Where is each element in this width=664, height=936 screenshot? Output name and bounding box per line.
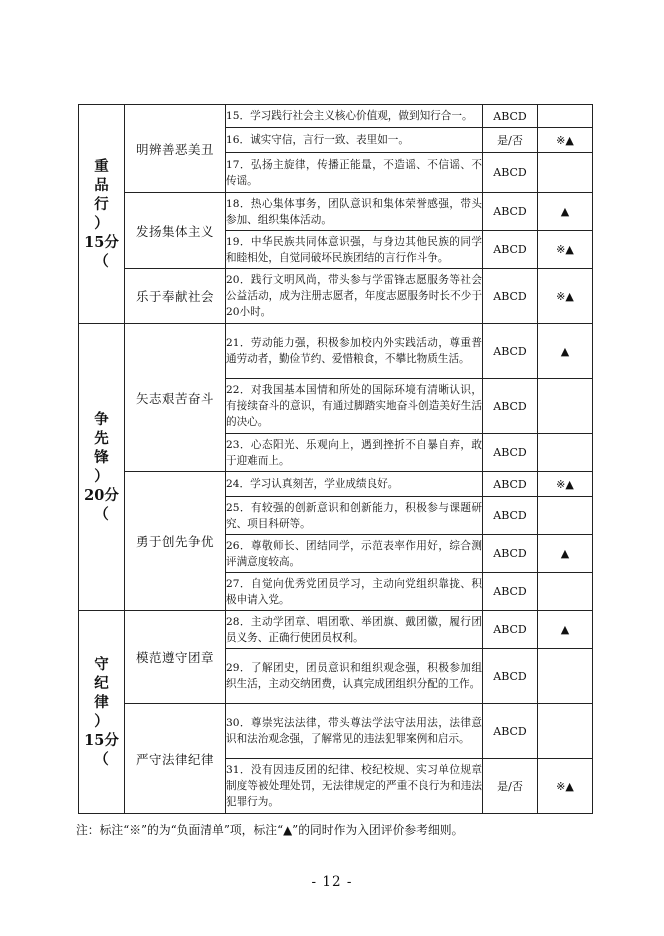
category-char: 先 xyxy=(94,429,109,447)
item-text: 21．劳动能力强，积极参加校内外实践活动，尊重普通劳动者，勤俭节约、爱惜粮食，不攀比物质生活。 xyxy=(226,324,483,379)
category-char: 15分 xyxy=(84,732,119,750)
item-mark: ※▲ xyxy=(538,759,593,814)
item-mark: ▲ xyxy=(538,611,593,649)
item-grade: ABCD xyxy=(483,649,538,704)
item-grade: ABCD xyxy=(483,472,538,497)
item-grade: ABCD xyxy=(483,153,538,193)
item-text: 20．践行文明风尚，带头参与学雷锋志愿服务等社会公益活动，成为注册志愿者，年度志愿服务时长不少于20小时。 xyxy=(226,269,483,324)
table-row xyxy=(79,472,593,497)
item-grade: ABCD xyxy=(483,324,538,379)
subcategory-cell: 模范遵守团章 xyxy=(125,611,226,704)
page-number: - 12 - xyxy=(311,874,353,890)
item-grade: ABCD xyxy=(483,105,538,128)
item-text: 29．了解团史，团员意识和组织观念强，积极参加组织生活，主动交纳团费，认真完成团组织分配的工作。 xyxy=(226,649,483,704)
item-mark xyxy=(538,379,593,434)
item-mark xyxy=(538,704,593,759)
item-mark: ※▲ xyxy=(538,128,593,153)
item-text: 27．自觉向优秀党团员学习，主动向党组织靠拢、积极申请入党。 xyxy=(226,573,483,611)
item-text: 22．对我国基本国情和所处的国际环境有清晰认识，有接续奋斗的意识，有通过脚踏实地奋斗创造美好生活的决心。 xyxy=(226,379,483,434)
item-grade: ABCD xyxy=(483,535,538,573)
table-row xyxy=(79,611,593,649)
item-mark: ※▲ xyxy=(538,472,593,497)
category-char: ） xyxy=(94,468,109,485)
subcategory-cell: 发扬集体主义 xyxy=(125,193,226,269)
item-text: 31．没有因违反团的纪律、校纪校规、实习单位规章制度等被处理处罚，无法律规定的严重不良行为和违法犯罪行为。 xyxy=(226,759,483,814)
item-mark: ▲ xyxy=(538,535,593,573)
item-grade: 是/否 xyxy=(483,128,538,153)
subcategory-cell: 严守法律纪律 xyxy=(125,704,226,814)
item-mark xyxy=(538,434,593,472)
item-text: 30．尊崇宪法法律，带头尊法学法守法用法，法律意识和法治观念强，了解常见的违法犯罪案例和启示。 xyxy=(226,704,483,759)
item-text: 26．尊敬师长、团结同学，示范表率作用好，综合测评满意度较高。 xyxy=(226,535,483,573)
category-char: 纪 xyxy=(94,674,109,692)
subcategory-cell: 明辨善恶美丑 xyxy=(125,105,226,193)
category-char: 20分 xyxy=(84,487,119,505)
item-text: 28．主动学团章、唱团歌、举团旗、戴团徽，履行团员义务、正确行使团员权利。 xyxy=(226,611,483,649)
item-mark xyxy=(538,153,593,193)
item-text: 18．热心集体事务，团队意识和集体荣誉感强，带头参加、组织集体活动。 xyxy=(226,193,483,231)
category-char: ） xyxy=(94,713,109,730)
category-char: 争 xyxy=(94,410,109,428)
category-char: 15分 xyxy=(84,234,119,252)
subcategory-cell: 勇于创先争优 xyxy=(125,472,226,611)
table-row xyxy=(79,105,593,128)
evaluation-table xyxy=(78,104,593,814)
item-mark: ※▲ xyxy=(538,269,593,324)
category-cell xyxy=(79,611,125,814)
item-text: 17．弘扬主旋律，传播正能量，不造谣、不信谣、不传谣。 xyxy=(226,153,483,193)
item-text: 19．中华民族共同体意识强，与身边其他民族的同学和睦相处，自觉同破坏民族团结的言行作斗争。 xyxy=(226,231,483,269)
item-text: 24．学习认真刻苦，学业成绩良好。 xyxy=(226,472,483,497)
table-row xyxy=(79,193,593,231)
item-grade: ABCD xyxy=(483,573,538,611)
category-char: 行 xyxy=(94,195,109,213)
category-cell xyxy=(79,105,125,324)
item-text: 16．诚实守信，言行一致、表里如一。 xyxy=(226,128,483,153)
item-mark xyxy=(538,497,593,535)
item-grade: ABCD xyxy=(483,704,538,759)
item-text: 25．有较强的创新意识和创新能力，积极参与课题研究、项目科研等。 xyxy=(226,497,483,535)
item-grade: ABCD xyxy=(483,379,538,434)
subcategory-cell: 矢志艰苦奋斗 xyxy=(125,324,226,472)
table-row xyxy=(79,704,593,759)
item-mark: ※▲ xyxy=(538,231,593,269)
item-text: 15．学习践行社会主义核心价值观，做到知行合一。 xyxy=(226,105,483,128)
item-mark: ▲ xyxy=(538,193,593,231)
category-char: ） xyxy=(94,215,109,232)
item-grade: ABCD xyxy=(483,193,538,231)
item-grade: ABCD xyxy=(483,497,538,535)
category-char: （ xyxy=(94,253,109,271)
table-row xyxy=(79,324,593,379)
item-mark xyxy=(538,105,593,128)
category-char: 重 xyxy=(94,157,109,175)
category-char: 锋 xyxy=(94,448,109,466)
category-cell xyxy=(79,324,125,611)
item-grade: ABCD xyxy=(483,231,538,269)
table-row xyxy=(79,269,593,324)
footnote: 注：标注“※”的为“负面清单”项，标注“▲”的同时作为入团评价参考细则。 xyxy=(76,823,464,837)
item-mark: ▲ xyxy=(538,324,593,379)
category-char: 守 xyxy=(94,655,109,673)
category-char: （ xyxy=(94,751,109,769)
category-char: （ xyxy=(94,506,109,524)
item-mark xyxy=(538,573,593,611)
item-grade: 是/否 xyxy=(483,759,538,814)
item-grade: ABCD xyxy=(483,269,538,324)
item-mark xyxy=(538,649,593,704)
category-char: 律 xyxy=(94,693,109,711)
item-grade: ABCD xyxy=(483,434,538,472)
subcategory-cell: 乐于奉献社会 xyxy=(125,269,226,324)
item-grade: ABCD xyxy=(483,611,538,649)
category-char: 品 xyxy=(94,176,109,194)
item-text: 23．心态阳光、乐观向上，遇到挫折不自暴自弃，敢于迎难而上。 xyxy=(226,434,483,472)
